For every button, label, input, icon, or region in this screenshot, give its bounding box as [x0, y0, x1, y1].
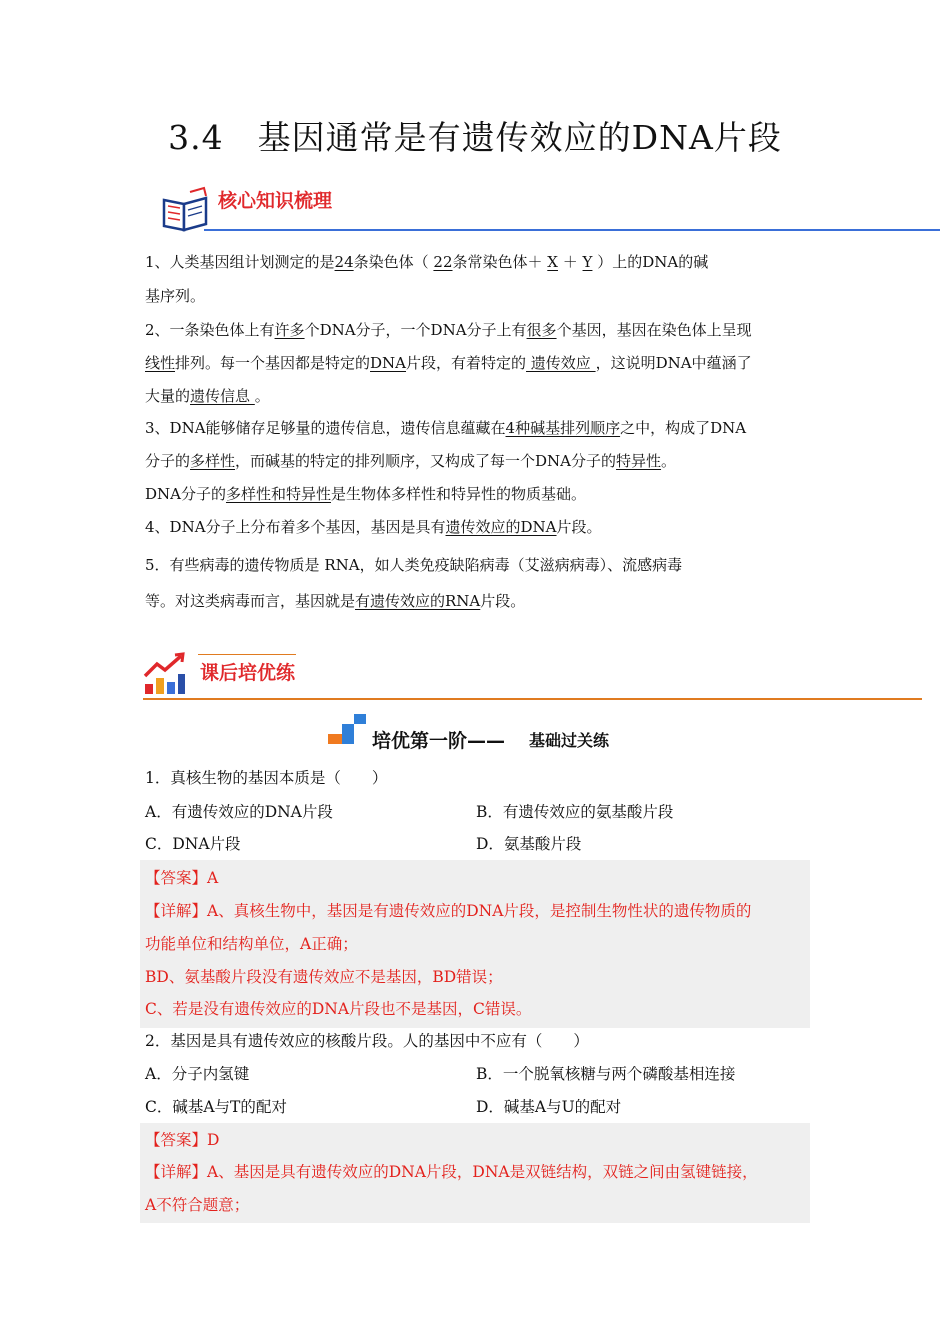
section-title-underline: [198, 654, 296, 655]
q1-option-b: B．有遗传效应的氨基酸片段: [476, 803, 674, 821]
section-divider: [204, 229, 940, 231]
section-divider-orange: [143, 698, 922, 700]
question-1-stem: 1．真核生物的基因本质是（ ）: [145, 769, 388, 787]
knowledge-item-5: 5．有些病毒的遗传物质是 RNA，如人类免疫缺陷病毒（艾滋病病毒）、流感病毒 等。对这类病毒而言，基因就是有遗传效应的RNA片段。: [145, 556, 683, 610]
stairs-icon: [328, 712, 368, 746]
knowledge-item-4: 4、DNA分子上分布着多个基因，基因是具有遗传效应的DNA片段。: [145, 518, 602, 536]
q1-detail-line-1: 【详解】A、真核生物中，基因是有遗传效应的DNA片段，是控制生物性状的遗传物质的: [145, 902, 752, 920]
q1-detail-line-4: C、若是没有遗传效应的DNA片段也不是基因，C错误。: [145, 1000, 532, 1018]
book-icon: [160, 186, 212, 234]
chart-icon: [143, 652, 187, 696]
q2-detail-line-1: 【详解】A、基因是具有遗传效应的DNA片段，DNA是双链结构，双链之间由氢键链接，: [145, 1163, 758, 1181]
q2-option-d: D．碱基A与U的配对: [476, 1098, 622, 1116]
knowledge-item-1: 1、人类基因组计划测定的是24条染色体（ 22条常染色体＋ X ＋ Y ）上的DNA的碱 基序列。: [145, 253, 709, 305]
q1-option-a: A．有遗传效应的DNA片段: [145, 803, 333, 821]
q2-option-c: C．碱基A与T的配对: [145, 1098, 287, 1116]
q1-detail-line-2: 功能单位和结构单位，A正确；: [145, 935, 358, 953]
section-title-practice: 课后培优练: [200, 662, 296, 684]
level-subtitle: 基础过关练: [529, 731, 610, 750]
q2-detail-line-2: A不符合题意；: [145, 1196, 250, 1214]
q1-answer: 【答案】A: [145, 869, 219, 887]
q1-answer-box: [140, 860, 810, 1028]
section-header-practice: [143, 652, 943, 702]
q2-option-a: A．分子内氢键: [145, 1065, 250, 1083]
question-2-stem: 2．基因是具有遗传效应的核酸片段。人的基因中不应有（ ）: [145, 1032, 589, 1050]
knowledge-item-3: 3、DNA能够储存足够量的遗传信息，遗传信息蕴藏在4种碱基排列顺序之中，构成了DNA 分子的多样性，而碱基的特定的排列顺序，又构成了每一个DNA分子的特异性。 DNA分子的多样性和特异性是生物体多样性和特异性的物质基础。: [145, 419, 747, 503]
q1-option-c: C．DNA片段: [145, 835, 241, 853]
section-header-knowledge: [160, 184, 950, 236]
q2-option-b: B．一个脱氧核糖与两个磷酸基相连接: [476, 1065, 736, 1083]
level-title: 培优第一阶——: [372, 730, 506, 752]
page-title: 3.4 基因通常是有遗传效应的DNA片段: [168, 118, 782, 157]
q2-answer: 【答案】D: [145, 1131, 220, 1149]
q1-detail-line-3: BD、氨基酸片段没有遗传效应不是基因，BD错误；: [145, 968, 503, 986]
q1-option-d: D．氨基酸片段: [476, 835, 582, 853]
knowledge-item-2: 2、一条染色体上有许多个DNA分子，一个DNA分子上有很多个基因，基因在染色体上呈现 线性排列。每一个基因都是特定的DNA片段，有着特定的 遗传效应 ，这说明DNA中蕴涵了 大量的遗传信息 。: [145, 321, 752, 405]
level-header: [328, 712, 648, 752]
q2-answer-box: [140, 1123, 810, 1223]
section-title-knowledge: 核心知识梳理: [218, 190, 333, 212]
